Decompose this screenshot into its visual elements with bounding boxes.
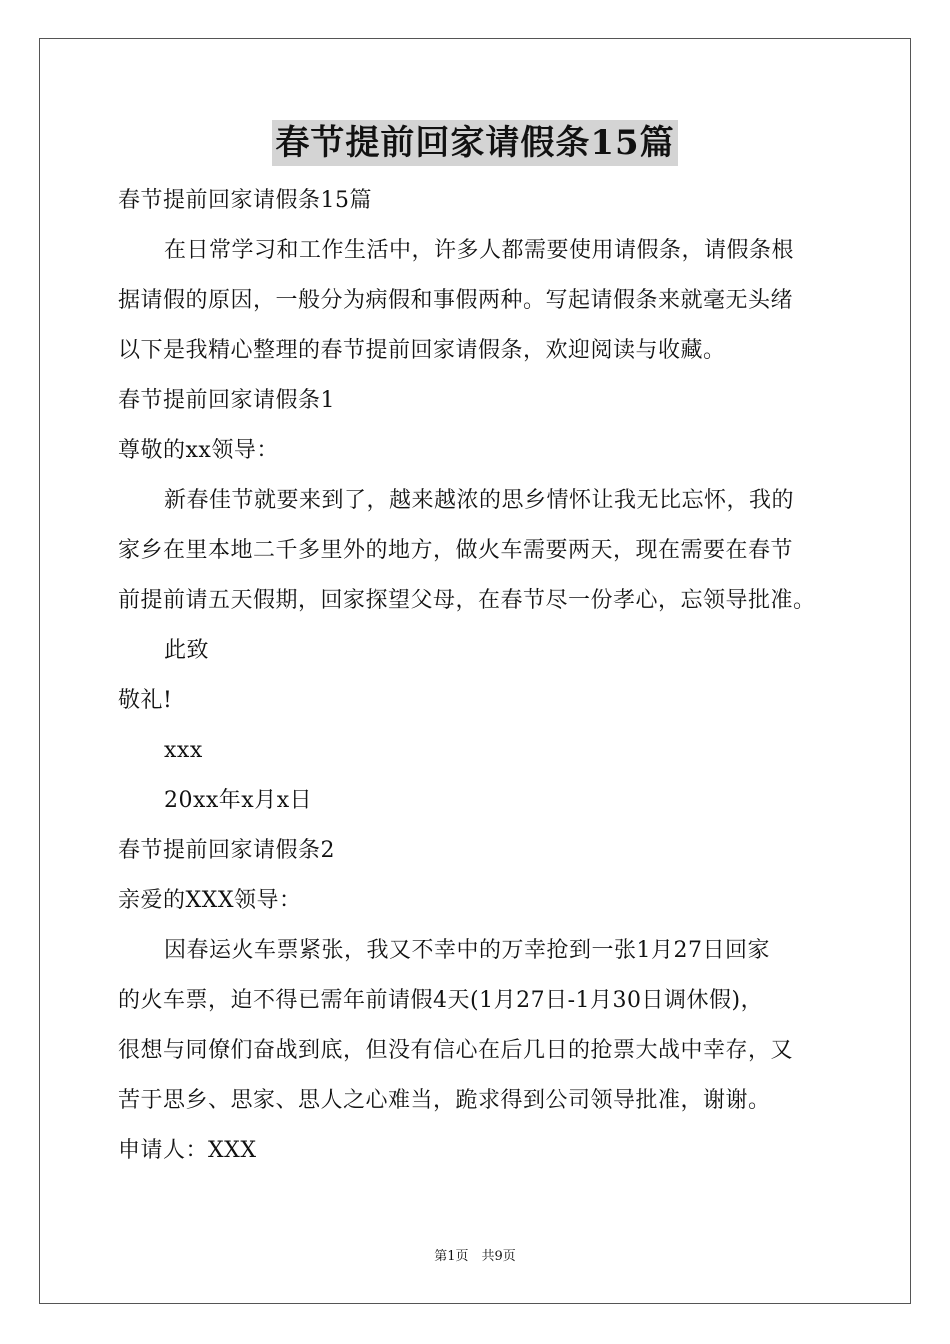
paragraph-line: 新春佳节就要来到了，越来越浓的思乡情怀让我无比忘怀，我的 <box>164 488 795 513</box>
paragraph-line: 亲爱的XXX领导： <box>118 888 302 913</box>
paragraph-line: 春节提前回家请假条1 <box>118 388 335 413</box>
paragraph-line: 因春运火车票紧张，我又不幸中的万幸抢到一张1月27日回家 <box>164 938 770 963</box>
paragraph-line: 苦于思乡、思家、思人之心难当，跪求得到公司领导批准，谢谢。 <box>118 1088 771 1113</box>
title-container <box>0 120 950 166</box>
paragraph-line: 敬礼! <box>118 688 173 713</box>
paragraph-line: 此致 <box>164 638 210 663</box>
paragraph-line: 申请人：XXX <box>118 1138 257 1163</box>
paragraph-line: 家乡在里本地二千多里外的地方，做火车需要两天，现在需要在春节 <box>118 538 794 563</box>
paragraph-line: 在日常学习和工作生活中，许多人都需要使用请假条，请假条根 <box>164 238 795 263</box>
paragraph-line: 尊敬的xx领导： <box>118 438 279 463</box>
paragraph-line: 据请假的原因，一般分为病假和事假两种。写起请假条来就毫无头绪 <box>118 288 794 313</box>
paragraph-line: 前提前请五天假期，回家探望父母，在春节尽一份孝心，忘领导批准。 <box>118 588 816 613</box>
paragraph-line: 20xx年x月x日 <box>164 788 313 813</box>
paragraph-line: 春节提前回家请假条15篇 <box>118 188 372 213</box>
document-title: 春节提前回家请假条15篇 <box>272 120 677 166</box>
paragraph-line: 春节提前回家请假条2 <box>118 838 335 863</box>
paragraph-line: 以下是我精心整理的春节提前回家请假条，欢迎阅读与收藏。 <box>118 338 726 363</box>
document-body <box>118 176 848 1176</box>
paragraph-line: 的火车票，迫不得已需年前请假4天(1月27日-1月30日调休假)， <box>118 988 764 1013</box>
page-footer: 第1页 共9页 <box>434 1249 516 1264</box>
paragraph-line: 很想与同僚们奋战到底，但没有信心在后几日的抢票大战中幸存，又 <box>118 1038 794 1063</box>
paragraph-line: xxx <box>164 738 203 763</box>
